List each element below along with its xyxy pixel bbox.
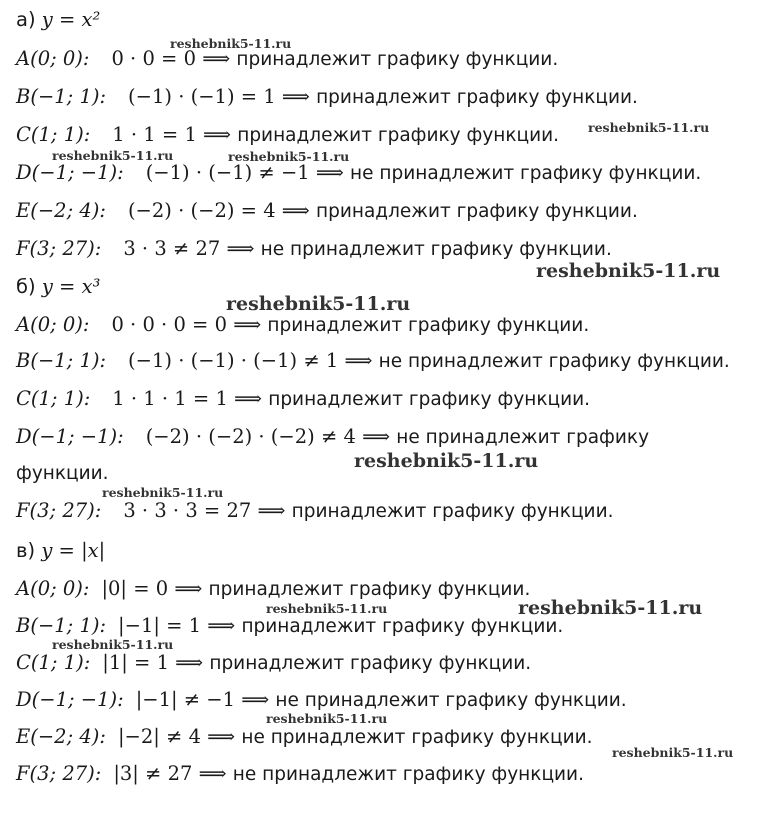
point-label: A(0; 0): bbox=[16, 577, 90, 600]
watermark: reshebnik5-11.ru bbox=[536, 260, 721, 282]
verdict-text: принадлежит графику функции. bbox=[209, 653, 532, 674]
math-expression: (−1) · (−1) ≠ −1 ⟹ bbox=[145, 161, 344, 184]
watermark: reshebnik5-11.ru bbox=[226, 293, 411, 315]
watermark: reshebnik5-11.ru bbox=[266, 711, 388, 726]
verdict-text: принадлежит графику функции. bbox=[268, 389, 591, 410]
watermark: reshebnik5-11.ru bbox=[52, 148, 174, 163]
verdict-text: функции. bbox=[16, 463, 109, 484]
math-expression: 1 · 1 · 1 = 1 ⟹ bbox=[112, 387, 263, 410]
verdict-text: принадлежит графику функции. bbox=[315, 201, 638, 222]
point-label: B(−1; 1): bbox=[16, 614, 107, 637]
point-label: D(−1; −1): bbox=[16, 161, 124, 184]
point-label: F(3; 27): bbox=[16, 237, 102, 260]
point-label: B(−1; 1): bbox=[16, 349, 107, 372]
verdict-text: принадлежит графику функции. bbox=[316, 87, 638, 108]
check-row bbox=[16, 159, 772, 188]
check-row bbox=[16, 760, 772, 789]
math-expression: 3 · 3 · 3 = 27 ⟹ bbox=[123, 499, 286, 522]
function-formula: y = |x| bbox=[41, 539, 106, 562]
math-expression: (−1) · (−1) = 1 ⟹ bbox=[128, 85, 310, 108]
verdict-text: не принадлежит графику bbox=[396, 427, 650, 448]
function-formula: y = x³ bbox=[41, 275, 101, 298]
watermark: reshebnik5-11.ru bbox=[354, 450, 539, 472]
math-expression: 1 · 1 = 1 ⟹ bbox=[112, 123, 232, 146]
check-row bbox=[16, 83, 772, 112]
math-expression: (−1) · (−1) · (−1) ≠ 1 ⟹ bbox=[128, 349, 373, 372]
point-label: A(0; 0): bbox=[16, 47, 90, 70]
verdict-text: не принадлежит графику функции. bbox=[350, 163, 702, 184]
verdict-text: не принадлежит графику функции. bbox=[232, 764, 584, 785]
watermark: reshebnik5-11.ru bbox=[228, 149, 350, 164]
check-row bbox=[16, 423, 772, 452]
verdict-text: принадлежит графику функции. bbox=[241, 616, 564, 637]
point-label: D(−1; −1): bbox=[16, 688, 124, 711]
math-expression: |3| ≠ 27 ⟹ bbox=[113, 762, 227, 785]
point-label: F(3; 27): bbox=[16, 762, 102, 785]
check-row bbox=[16, 311, 772, 340]
section-label: а) bbox=[16, 8, 36, 31]
verdict-text: принадлежит графику функции. bbox=[267, 315, 590, 336]
point-label: D(−1; −1): bbox=[16, 425, 124, 448]
verdict-text: принадлежит графику функции. bbox=[236, 49, 559, 70]
check-row bbox=[16, 649, 772, 678]
watermark: reshebnik5-11.ru bbox=[266, 601, 388, 616]
point-label: C(1; 1): bbox=[16, 651, 91, 674]
math-expression: (−2) · (−2) = 4 ⟹ bbox=[127, 199, 310, 222]
section-label: в) bbox=[16, 539, 36, 562]
point-label: A(0; 0): bbox=[16, 313, 90, 336]
watermark: reshebnik5-11.ru bbox=[52, 637, 174, 652]
watermark: reshebnik5-11.ru bbox=[102, 485, 224, 500]
point-label: E(−2; 4): bbox=[16, 725, 106, 748]
section-c-header bbox=[16, 537, 772, 565]
point-label: E(−2; 4): bbox=[16, 199, 106, 222]
watermark: reshebnik5-11.ru bbox=[170, 36, 292, 51]
check-row bbox=[16, 347, 772, 376]
function-formula: y = x² bbox=[41, 8, 101, 31]
verdict-text: принадлежит графику функции. bbox=[291, 501, 614, 522]
check-row bbox=[16, 686, 772, 715]
math-expression: (−2) · (−2) · (−2) ≠ 4 ⟹ bbox=[145, 425, 391, 448]
verdict-text: принадлежит графику функции. bbox=[208, 579, 531, 600]
math-expression: 0 · 0 · 0 = 0 ⟹ bbox=[111, 313, 262, 336]
point-label: F(3; 27): bbox=[16, 499, 102, 522]
check-row bbox=[16, 497, 772, 526]
point-label: C(1; 1): bbox=[16, 123, 91, 146]
verdict-text: не принадлежит графику функции. bbox=[275, 690, 627, 711]
verdict-text: не принадлежит графику функции. bbox=[241, 727, 593, 748]
watermark: reshebnik5-11.ru bbox=[518, 597, 703, 619]
math-expression: |−1| ≠ −1 ⟹ bbox=[135, 688, 270, 711]
math-expression: 0 · 0 = 0 ⟹ bbox=[111, 47, 231, 70]
watermark: reshebnik5-11.ru bbox=[612, 745, 734, 760]
math-expression: |1| = 1 ⟹ bbox=[102, 651, 204, 674]
watermark: reshebnik5-11.ru bbox=[588, 120, 710, 135]
math-expression: |0| = 0 ⟹ bbox=[101, 577, 203, 600]
verdict-text: не принадлежит графику функции. bbox=[260, 239, 612, 260]
check-row bbox=[16, 45, 772, 74]
verdict-text: не принадлежит графику функции. bbox=[378, 351, 730, 372]
section-a-header bbox=[16, 6, 772, 34]
check-row bbox=[16, 197, 772, 226]
math-expression: 3 · 3 ≠ 27 ⟹ bbox=[123, 237, 255, 260]
point-label: B(−1; 1): bbox=[16, 85, 107, 108]
point-label: C(1; 1): bbox=[16, 387, 91, 410]
verdict-text: принадлежит графику функции. bbox=[237, 125, 560, 146]
math-expression: |−1| = 1 ⟹ bbox=[118, 614, 236, 637]
section-label: б) bbox=[16, 275, 36, 298]
check-row bbox=[16, 385, 772, 414]
math-expression: |−2| ≠ 4 ⟹ bbox=[117, 725, 236, 748]
